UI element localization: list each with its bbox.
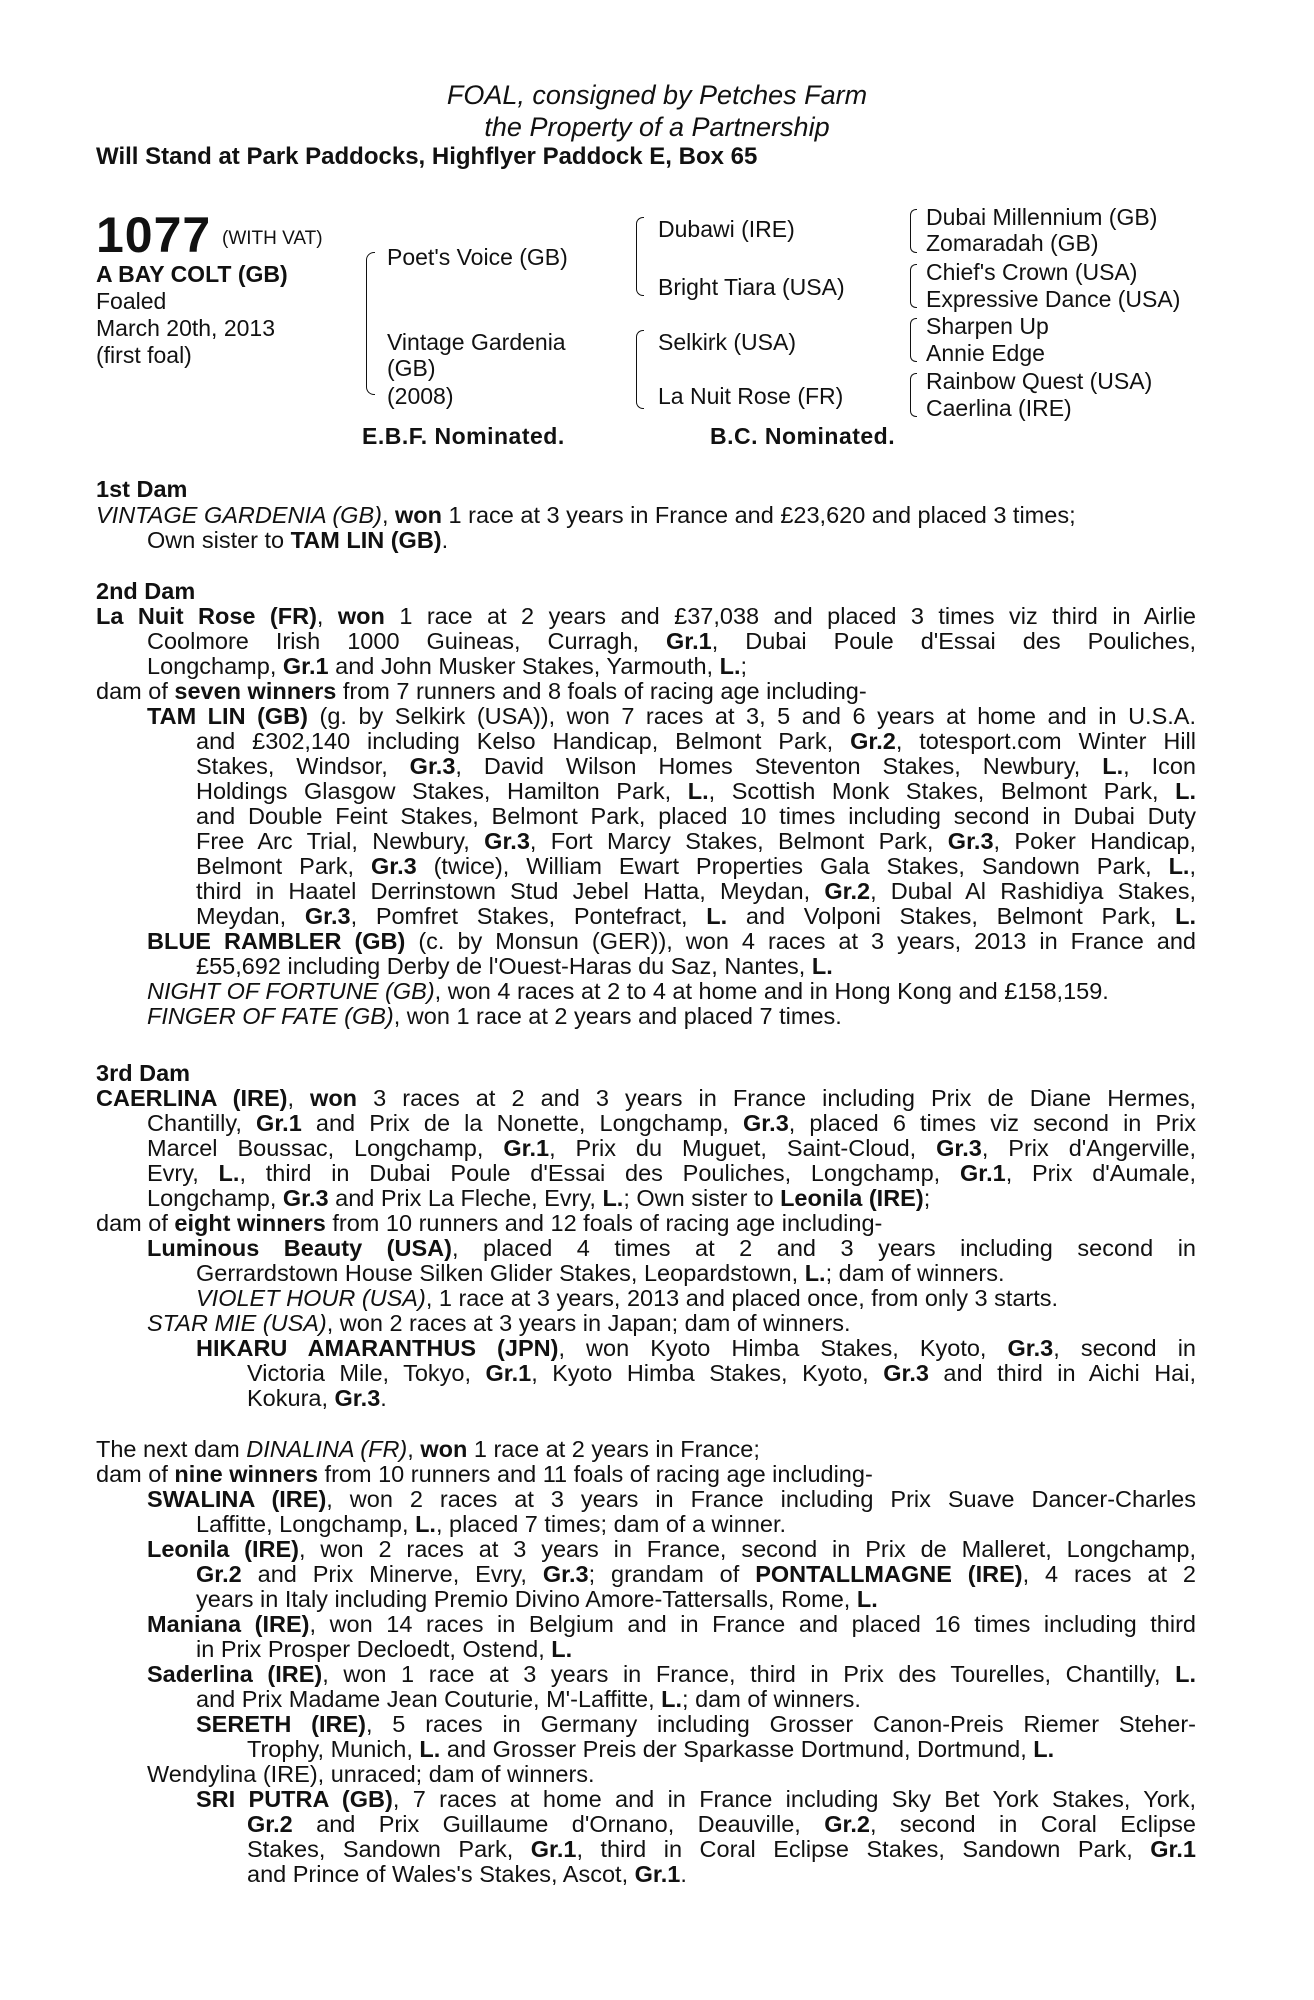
text-line: Holdings Glasgow Stakes, Hamilton Park, L., Scottish Monk Stakes, Belmont Park, L. — [196, 778, 1196, 804]
text-line: Luminous Beauty (USA), placed 4 times at 2 and 3 years including second in — [147, 1235, 1196, 1261]
text-line: NIGHT OF FORTUNE (GB), won 4 races at 2 to 4 at home and in Hong Kong and £158,159. — [147, 978, 1109, 1004]
pedigree-brace-sire — [636, 217, 644, 296]
text-line: Gr.2 and Prix Guillaume d'Ornano, Deauville, Gr.2, second in Coral Eclipse — [247, 1811, 1196, 1837]
text-line: Wendylina (IRE), unraced; dam of winners. — [147, 1761, 595, 1787]
first-dam-heading: 1st Dam — [96, 476, 188, 502]
property-line: the Property of a Partnership — [484, 112, 830, 142]
text-line: dam of seven winners from 7 runners and 8 foals of racing age including- — [96, 678, 867, 704]
text-line: La Nuit Rose (FR), won 1 race at 2 years and £37,038 and placed 3 times viz third in Airlie — [96, 603, 1196, 629]
pedigree-brace-main — [366, 252, 375, 395]
text-line: Stakes, Windsor, Gr.3, David Wilson Homes Steventon Stakes, Newbury, L., Icon — [196, 753, 1196, 779]
text-line: Coolmore Irish 1000 Guineas, Curragh, Gr.1, Dubai Poule d'Essai des Pouliches, — [147, 628, 1196, 654]
first-dam-line: Own sister to TAM LIN (GB). — [147, 527, 449, 553]
text-line: Longchamp, Gr.1 and John Musker Stakes, Yarmouth, L.; — [147, 653, 748, 679]
text-line: Meydan, Gr.3, Pomfret Stakes, Pontefract, L. and Volponi Stakes, Belmont Park, L. — [196, 903, 1196, 929]
bc-nominated: B.C. Nominated. — [710, 423, 896, 449]
pedigree-brace-dam — [636, 330, 644, 409]
text-line: Kokura, Gr.3. — [247, 1385, 387, 1411]
text-line: £55,692 including Derby de l'Ouest-Haras du Saz, Nantes, L. — [196, 953, 833, 979]
pedigree-g3-3: Chief's Crown (USA) — [926, 259, 1138, 285]
text-line: and Prince of Wales's Stakes, Ascot, Gr.1. — [247, 1861, 687, 1887]
pedigree-g3-1: Dubai Millennium (GB) — [926, 204, 1158, 230]
pedigree-brace-g3-3 — [910, 318, 917, 362]
pedigree-sire-dam: Bright Tiara (USA) — [658, 274, 845, 300]
text-line: Gerrardstown House Silken Glider Stakes, Leopardstown, L.; dam of winners. — [196, 1260, 1005, 1286]
text-line: Evry, L., third in Dubai Poule d'Essai des Pouliches, Longchamp, Gr.1, Prix d'Aumale, — [147, 1160, 1196, 1186]
pedigree-dam-dam: La Nuit Rose (FR) — [658, 383, 844, 409]
text-line: Longchamp, Gr.3 and Prix La Fleche, Evry, L.; Own sister to Leonila (IRE); — [147, 1185, 931, 1211]
text-line: Saderlina (IRE), won 1 race at 3 years in France, third in Prix des Tourelles, Chantilly, L. — [147, 1661, 1196, 1687]
pedigree-sire: Poet's Voice (GB) — [387, 244, 568, 270]
text-line: Laffitte, Longchamp, L., placed 7 times; dam of a winner. — [196, 1511, 787, 1537]
text-line: SRI PUTRA (GB), 7 races at home and in France including Sky Bet York Stakes, York, — [196, 1786, 1196, 1812]
text-line: Leonila (IRE), won 2 races at 3 years in France, second in Prix de Malleret, Longchamp, — [147, 1536, 1196, 1562]
pedigree-brace-g3-4 — [910, 373, 917, 417]
text-line: Chantilly, Gr.1 and Prix de la Nonette, Longchamp, Gr.3, placed 6 times viz second in Prix — [147, 1110, 1196, 1136]
consignor-line: FOAL, consigned by Petches Farm — [446, 80, 868, 110]
text-line: Trophy, Munich, L. and Grosser Preis der Sparkasse Dortmund, Dortmund, L. — [247, 1736, 1055, 1762]
text-line: Gr.2 and Prix Minerve, Evry, Gr.3; grandam of PONTALLMAGNE (IRE), 4 races at 2 — [196, 1561, 1196, 1587]
text-line: third in Haatel Derrinstown Stud Jebel Hatta, Meydan, Gr.2, Dubal Al Rashidiya Stakes, — [196, 878, 1196, 904]
text-line: FINGER OF FATE (GB), won 1 race at 2 years and placed 7 times. — [147, 1003, 842, 1029]
pedigree-g3-6: Annie Edge — [926, 340, 1045, 366]
text-line: Belmont Park, Gr.3 (twice), William Ewart Properties Gala Stakes, Sandown Park, L., — [196, 853, 1196, 879]
text-line: years in Italy including Premio Divino Amore-Tattersalls, Rome, L. — [196, 1586, 878, 1612]
text-line: SWALINA (IRE), won 2 races at 3 years in France including Prix Suave Dancer-Charles — [147, 1486, 1196, 1512]
pedigree-g3-5: Sharpen Up — [926, 313, 1049, 339]
first-dam-line: VINTAGE GARDENIA (GB), won 1 race at 3 years in France and £23,620 and placed 3 times; — [96, 502, 1076, 528]
text-line: HIKARU AMARANTHUS (JPN), won Kyoto Himba Stakes, Kyoto, Gr.3, second in — [196, 1335, 1196, 1361]
third-dam-heading: 3rd Dam — [96, 1060, 191, 1086]
pedigree-g3-4: Expressive Dance (USA) — [926, 286, 1181, 312]
pedigree-g3-2: Zomaradah (GB) — [926, 230, 1099, 256]
text-line: The next dam DINALINA (FR), won 1 race at 2 years in France; — [96, 1436, 760, 1462]
foaled-label: Foaled — [96, 288, 167, 314]
text-line: and Prix Madame Jean Couturie, M'-Laffitte, L.; dam of winners. — [196, 1686, 861, 1712]
text-line: STAR MIE (USA), won 2 races at 3 years in Japan; dam of winners. — [147, 1310, 851, 1336]
second-dam-heading: 2nd Dam — [96, 578, 196, 604]
text-line: in Prix Prosper Decloedt, Ostend, L. — [196, 1636, 573, 1662]
pedigree-dam-sire: Selkirk (USA) — [658, 329, 797, 355]
lot-number: 1077 — [96, 207, 212, 263]
first-foal-note: (first foal) — [96, 342, 192, 368]
pedigree-dam-line1: Vintage Gardenia — [387, 329, 566, 355]
text-line: dam of nine winners from 10 runners and 11 foals of racing age including- — [96, 1461, 873, 1487]
text-line: dam of eight winners from 10 runners and 12 foals of racing age including- — [96, 1210, 883, 1236]
pedigree-dam-line2: (GB) — [387, 355, 436, 381]
pedigree-brace-g3-1 — [910, 209, 917, 253]
text-line: Stakes, Sandown Park, Gr.1, third in Coral Eclipse Stakes, Sandown Park, Gr.1 — [247, 1836, 1196, 1862]
text-line: Victoria Mile, Tokyo, Gr.1, Kyoto Himba Stakes, Kyoto, Gr.3 and third in Aichi Hai, — [247, 1360, 1196, 1386]
text-line: CAERLINA (IRE), won 3 races at 2 and 3 years in France including Prix de Diane Hermes, — [96, 1085, 1196, 1111]
text-line: SERETH (IRE), 5 races in Germany including Grosser Canon-Preis Riemer Steher- — [196, 1711, 1196, 1737]
pedigree-g3-7: Rainbow Quest (USA) — [926, 368, 1153, 394]
vat-note: (WITH VAT) — [222, 228, 323, 249]
ebf-nominated: E.B.F. Nominated. — [362, 423, 565, 449]
pedigree-g3-8: Caerlina (IRE) — [926, 395, 1072, 421]
text-line: VIOLET HOUR (USA), 1 race at 3 years, 2013 and placed once, from only 3 starts. — [196, 1285, 1059, 1311]
foaled-date: March 20th, 2013 — [96, 315, 276, 341]
text-line: Marcel Boussac, Longchamp, Gr.1, Prix du Muguet, Saint-Cloud, Gr.3, Prix d'Angerville, — [147, 1135, 1196, 1161]
text-line: and £302,140 including Kelso Handicap, Belmont Park, Gr.2, totesport.com Winter Hill — [196, 728, 1196, 754]
text-line: Maniana (IRE), won 14 races in Belgium and in France and placed 16 times including third — [147, 1611, 1196, 1637]
pedigree-brace-g3-2 — [910, 264, 917, 308]
text-line: and Double Feint Stakes, Belmont Park, placed 10 times including second in Dubai Duty — [196, 803, 1196, 829]
text-line: BLUE RAMBLER (GB) (c. by Monsun (GER)), won 4 races at 3 years, 2013 in France and — [147, 928, 1196, 954]
text-line: TAM LIN (GB) (g. by Selkirk (USA)), won 7 races at 3, 5 and 6 years at home and in U.S.A. — [147, 703, 1196, 729]
pedigree-dam-line3: (2008) — [387, 383, 454, 409]
text-line: Free Arc Trial, Newbury, Gr.3, Fort Marcy Stakes, Belmont Park, Gr.3, Poker Handicap, — [196, 828, 1196, 854]
pedigree-sire-sire: Dubawi (IRE) — [658, 216, 795, 242]
location-line: Will Stand at Park Paddocks, Highflyer Paddock E, Box 65 — [96, 143, 758, 170]
lot-name: A BAY COLT (GB) — [96, 261, 288, 287]
